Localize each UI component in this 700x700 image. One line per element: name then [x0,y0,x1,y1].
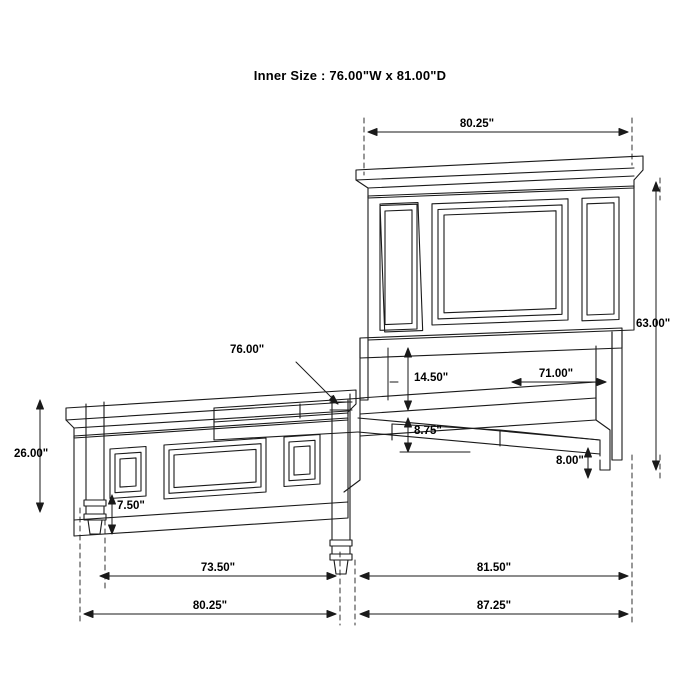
dimension-label-mattress-width: 76.00" [230,344,265,356]
dimension-label-rail-clearance: 8.00" [556,455,584,467]
dimension-label-footboard-outer-width: 80.25" [192,600,228,612]
dimension-label-headboard-height: 63.00" [636,318,671,330]
dimension-label-bed-length: 81.50" [476,562,512,574]
dimension-label-slat-height: 8.75" [414,425,442,437]
dimension-label-footboard-width: 73.50" [200,562,236,574]
dimension-label-footboard-height: 26.00" [14,448,49,460]
dimension-label-rail-to-headboard: 14.50" [414,372,449,384]
dimension-label-overall-length: 87.25" [476,600,512,612]
dimension-label-foot-post-height: 7.50" [117,500,145,512]
page-title: Inner Size : 76.00"W x 81.00"D [253,68,447,83]
dimension-label-headboard-width: 80.25" [459,118,495,130]
dimension-label-headboard-inner-width: 71.00" [538,368,574,380]
